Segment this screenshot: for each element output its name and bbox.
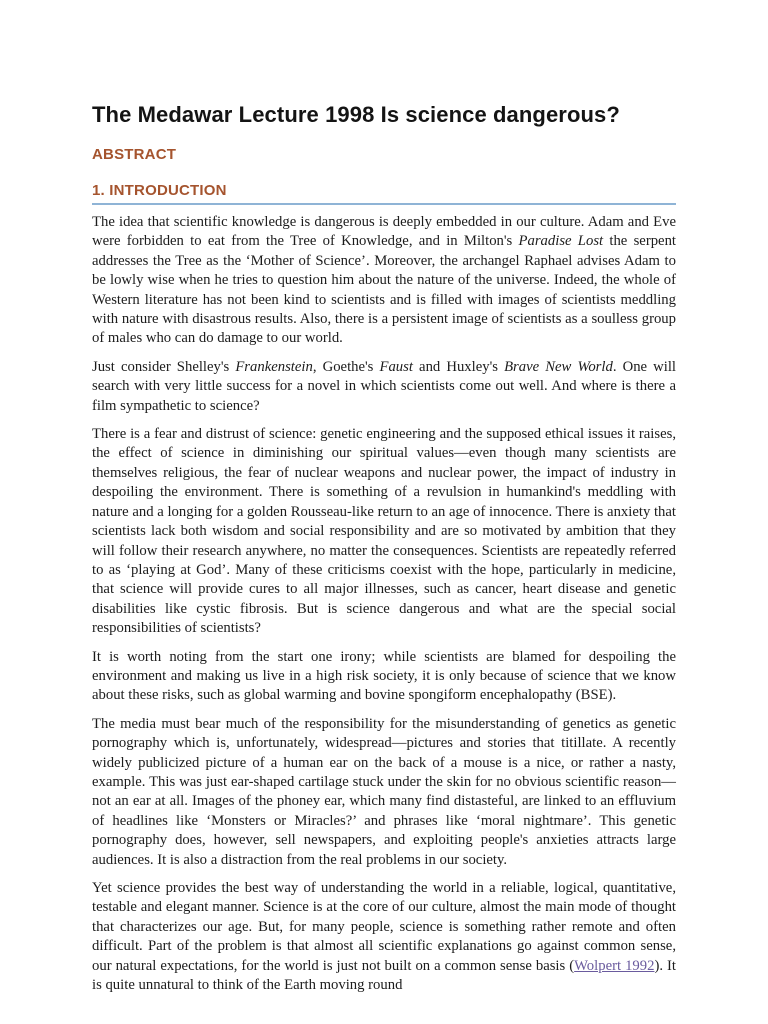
document-content — [92, 102, 676, 995]
introduction-heading: 1. INTRODUCTION — [92, 182, 676, 205]
italic-text-run: Frankenstein — [235, 358, 313, 375]
paragraph-introduction-2 — [92, 358, 676, 416]
abstract-heading: ABSTRACT — [92, 146, 177, 163]
italic-text-run: Paradise Lost — [518, 233, 604, 250]
text-run: Yet science provides the best way of understanding the world in a reliable, logical, quantitative, testable and elegant manner. Science is at the core of our culture, almost the main mode of thought that characterizes our age. But, for many people, science is something rather remote and often difficult. Part of the problem is that almost all scientific explanations go against common sense, our natural expectations, for the world is just not built on a common sense basis ( — [92, 880, 676, 974]
document-title: The Medawar Lecture 1998 Is science dangerous? — [92, 102, 620, 127]
text-run: the serpent addresses the Tree as the ‘Mother of Science’. Moreover, the archangel Raphael advises Adam to be lowly wise when he tries to question him about the nature of the universe. Indeed, the whole of Western literature has not been kind to scientists and is filled with images of scientists meddling with nature with disastrous results. Also, there is a persistent image of scientists as a soulless group of males who can do damage to our world. — [92, 233, 677, 347]
citation-link-wolpert-1992[interactable]: Wolpert 1992 — [574, 957, 655, 974]
italic-text-run: Brave New World — [504, 358, 613, 375]
text-run: ). It is quite unnatural to think of the Earth moving round — [92, 957, 676, 994]
text-run: and Huxley's — [412, 358, 505, 375]
paragraph-introduction-4 — [92, 648, 676, 706]
text-run: Just consider Shelley's — [92, 358, 236, 375]
paragraph-introduction-6 — [92, 879, 676, 995]
italic-text-run: Faust — [379, 358, 413, 375]
paragraph-introduction-1 — [92, 213, 676, 349]
paragraph-introduction-3 — [92, 425, 676, 638]
text-run: The media must bear much of the responsibility for the misunderstanding of genetics as genetic pornography which is, unfortunately, widespread—pictures and stories that titillate. A recently widely publicized picture of a human ear on the back of a mouse is a nice, or rather a nasty, example. This was just ear-shaped cartilage stuck under the skin for no obvious scientific reason—not an ear at all. Images of the phoney ear, which many find distasteful, are linked to an effluvium of headlines like ‘Monsters or Miracles?’ and phrases like ‘moral nightmare’. This genetic pornography does, however, sell newspapers, and exploiting people's anxieties attracts large audiences. It is also a distraction from the real problems in our society. — [92, 715, 676, 868]
paragraph-introduction-5 — [92, 715, 676, 870]
text-run: . One will search with very little success for a novel in which scientists come out well. And where is there a film sympathetic to science? — [92, 358, 676, 414]
text-run: There is a fear and distrust of science: genetic engineering and the supposed ethical issues it raises, the effect of science in diminishing our spiritual values—even though many scientists are themselves religious, the fear of nuclear weapons and nuclear power, the impact of industry in despoiling the environment. There is something of a revulsion in humankind's meddling with nature and a longing for a golden Rousseau-like return to an age of innocence. There is anxiety that scientists lack both wisdom and social responsibility and are so motivated by ambition that they will follow their research anywhere, no matter the consequences. Scientists are repeatedly referred to as ‘playing at God’. Many of these criticisms coexist with the hope, particularly in medicine, that science will provide cures to all major illnesses, such as cancer, heart disease and genetic disabilities like cystic fibrosis. But is science dangerous and what are the special social responsibilities of scientists? — [92, 426, 676, 637]
text-run: The idea that scientific knowledge is dangerous is deeply embedded in our culture. Adam and Eve were forbidden to eat from the Tree of Knowledge, and in Milton's — [92, 214, 676, 250]
text-run: It is worth noting from the start one irony; while scientists are blamed for despoiling the environment and making us live in a high risk society, it is only because of science that we know about these risks, such as global warming and bovine spongiform encephalopathy (BSE). — [92, 648, 676, 704]
text-run: , Goethe's — [312, 358, 380, 375]
